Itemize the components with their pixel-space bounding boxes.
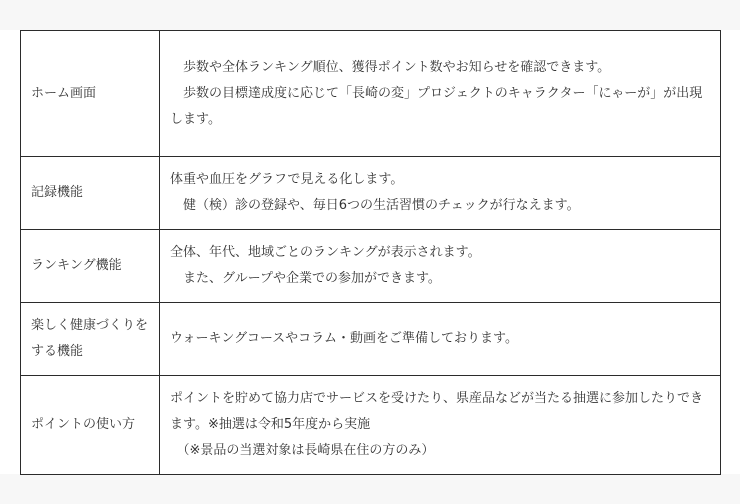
feature-description-line: 健（検）診の登録や、毎日6つの生活習慣のチェックが行なえます。: [170, 198, 580, 213]
feature-name-cell: [21, 157, 160, 230]
feature-name: 楽しく健康づくりをする機能: [31, 318, 149, 359]
feature-name-cell: [21, 230, 160, 303]
feature-description-line: ウォーキングコースやコラム・動画をご準備しております。: [170, 331, 519, 346]
feature-description-cell: [160, 31, 721, 157]
table-row: [21, 303, 721, 376]
table-row: [21, 31, 721, 157]
feature-name-cell: [21, 303, 160, 376]
content-panel: [0, 30, 740, 474]
feature-description-line: 全体、年代、地域ごとのランキングが表示されます。: [170, 245, 481, 260]
feature-name-cell: [21, 31, 160, 157]
feature-description-cell: [160, 303, 721, 376]
feature-description-line: 歩数の目標達成度に応じて「長崎の変」プロジェクトのキャラクター「にゃーが」が出現します。: [170, 85, 703, 127]
feature-name: 記録機能: [31, 185, 84, 200]
feature-description-line: ポイントを貯めて協力店でサービスを受けたり、県産品などが当たる抽選に参加したりできます。※抽選は令和5年度から実施: [170, 391, 704, 432]
feature-name-cell: [21, 376, 160, 475]
feature-description-cell: [160, 157, 721, 230]
feature-name: ランキング機能: [31, 258, 122, 273]
feature-name: ホーム画面: [31, 85, 97, 101]
feature-description-cell: [160, 230, 721, 303]
features-table: [20, 30, 721, 475]
table-row: [21, 376, 721, 475]
feature-description-cell: [160, 376, 721, 475]
feature-description-line: 体重や血圧をグラフで見える化します。: [170, 172, 404, 187]
table-row: [21, 230, 721, 303]
feature-description-line: 歩数や全体ランキング順位、獲得ポイント数やお知らせを確認できます。: [170, 59, 611, 75]
feature-name: ポイントの使い方: [31, 417, 136, 432]
feature-description-line: また、グループや企業での参加ができます。: [170, 271, 441, 286]
feature-description-line: （※景品の当選対象は長崎県在住の方のみ）: [170, 443, 435, 458]
table-row: [21, 157, 721, 230]
